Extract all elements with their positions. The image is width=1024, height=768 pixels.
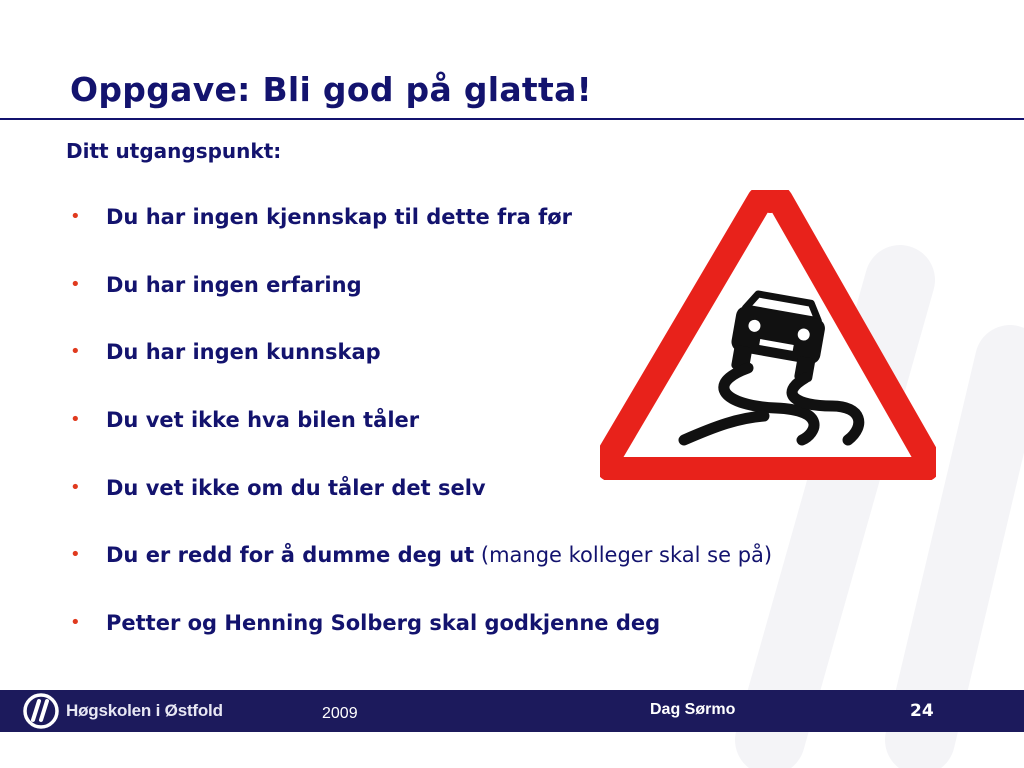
bullet-marker: • [70,476,81,498]
bullet-text: Du vet ikke om du tåler det selv [106,475,486,500]
bullet-text: Du har ingen kunnskap [106,340,381,365]
bullet-note: (mange kolleger skal se på) [474,543,773,568]
footer-bar [0,690,1024,732]
bullet-marker: • [70,409,81,431]
bullet-text: Du har ingen erfaring [106,272,362,297]
footer-year: 2009 [322,705,358,722]
title-divider [0,118,1024,120]
slide-title: Oppgave: Bli god på glatta! [70,70,592,109]
bullet-text: Petter og Henning Solberg skal godkjenne deg [106,611,661,636]
bullet-item [66,606,772,640]
bullet-marker: • [70,206,81,227]
page-number: 24 [910,701,934,721]
logo-text: Høgskolen i Østfold [66,701,223,720]
bullet-marker: • [70,544,81,566]
slippery-road-warning-sign [600,190,936,480]
bullet-text: Du har ingen kjennskap til dette fra før [106,205,572,229]
subtitle: Ditt utgangspunkt: [66,139,282,163]
bullet-marker: • [70,341,81,363]
bullet-text: Du vet ikke hva bilen tåler [106,408,420,433]
bullet-text: Du er redd for å dumme deg ut [106,543,475,568]
footer-author: Dag Sørmo [650,701,736,718]
bullet-marker: • [70,612,81,634]
hiof-logo-icon [22,692,60,730]
bullet-item [66,538,772,572]
bullet-marker: • [70,273,81,295]
